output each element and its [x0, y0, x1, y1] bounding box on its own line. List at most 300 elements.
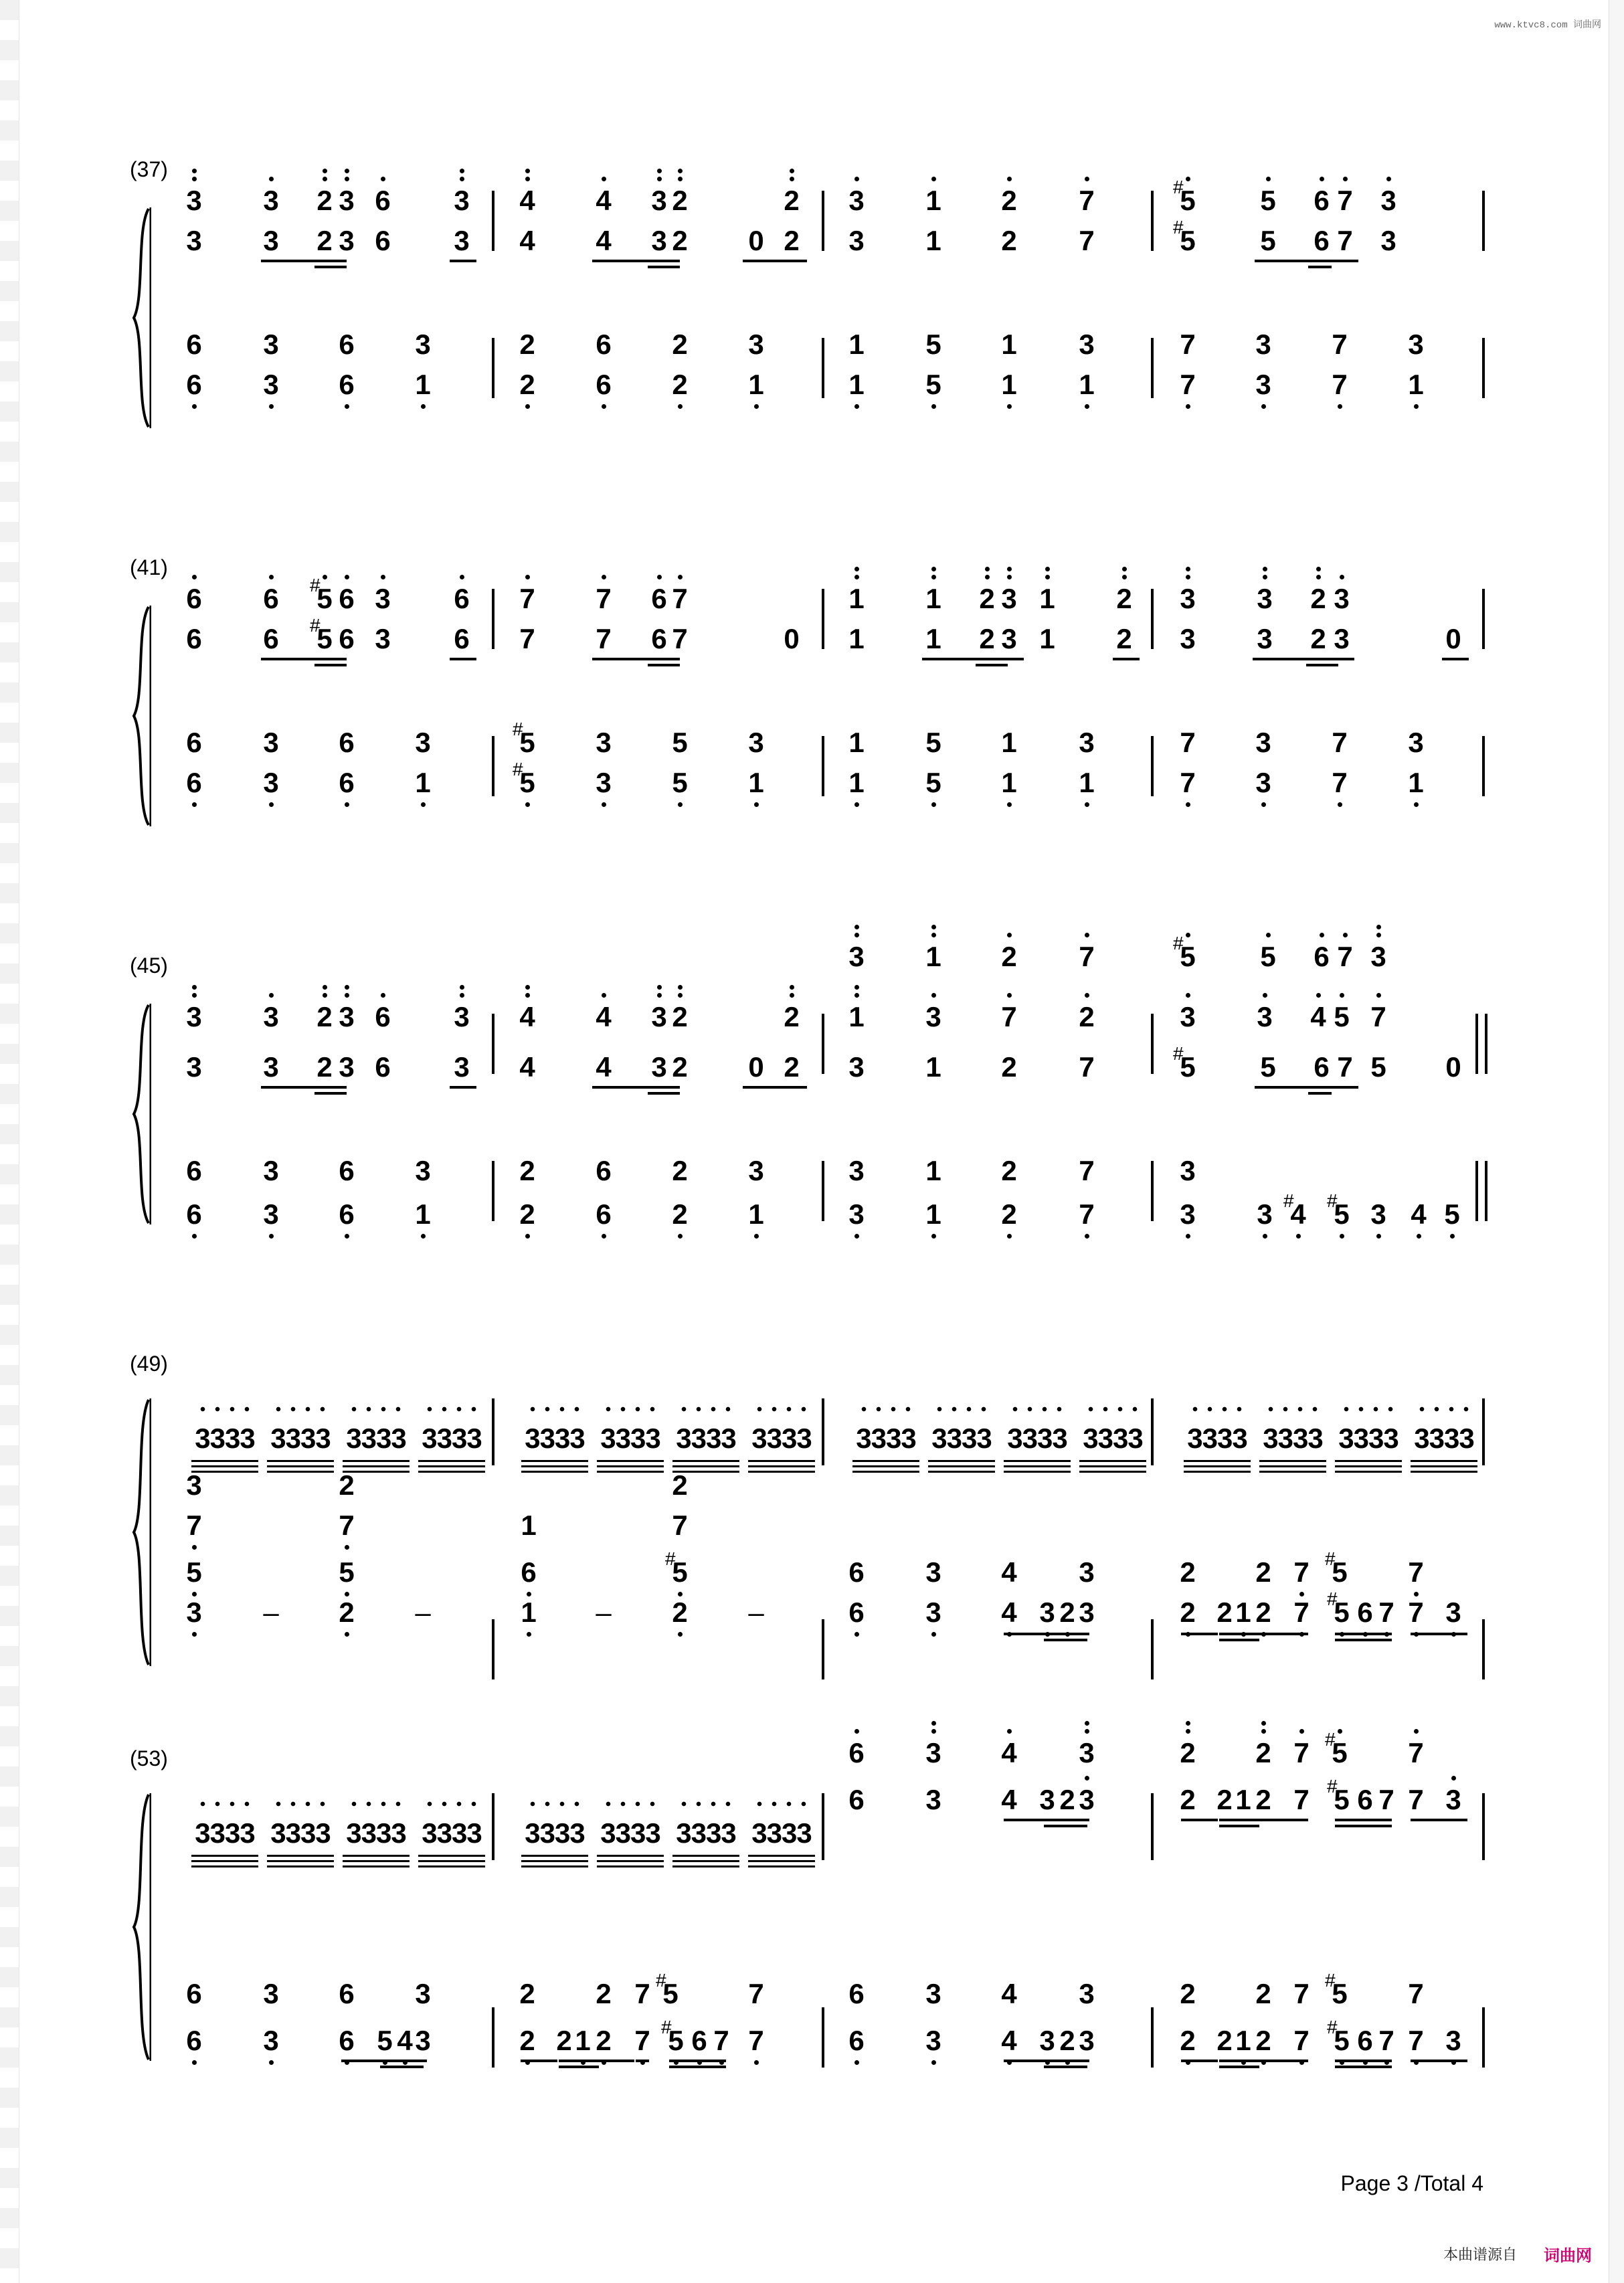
note-digit: 4 — [1001, 1556, 1017, 1588]
note — [1289, 1974, 1314, 2014]
note — [1075, 1047, 1099, 1087]
note-digit: 5 — [1180, 1051, 1196, 1083]
note-digit: 7 — [596, 583, 612, 614]
note-digit: 4 — [519, 185, 535, 216]
note — [844, 619, 869, 659]
sixteenth-digits: 3333 — [195, 1817, 255, 1849]
note-digit: 2 — [1216, 1784, 1233, 1815]
note-digit: 3 — [186, 225, 202, 256]
note — [1404, 1974, 1428, 2014]
note — [1075, 1552, 1099, 1592]
note — [744, 365, 768, 405]
note-digit: 2 — [784, 1051, 800, 1083]
note — [921, 997, 945, 1037]
note-digit: 7 — [1337, 941, 1353, 972]
note — [997, 619, 1021, 659]
note-digit: 2 — [672, 1051, 688, 1083]
beam — [314, 658, 347, 660]
note — [182, 1047, 206, 1087]
note — [997, 1974, 1021, 2014]
note-digit: 3 — [186, 1469, 202, 1501]
note-digit: 6 — [848, 1596, 865, 1628]
note-digit: 4 — [1290, 1198, 1306, 1230]
note-digit: 2 — [1255, 2025, 1271, 2056]
sixteenth-digits: 3333 — [1414, 1423, 1474, 1454]
beam — [598, 2060, 634, 2062]
note — [1366, 937, 1390, 977]
barline — [492, 338, 494, 398]
note-digit: 7 — [1408, 1556, 1424, 1588]
note — [1176, 1592, 1200, 1633]
beam — [1308, 260, 1332, 262]
note-digit: 6 — [596, 1155, 612, 1186]
note — [312, 221, 337, 261]
note — [335, 181, 359, 221]
note-digit: 2 — [317, 185, 333, 216]
note-digit: 3 — [651, 185, 667, 216]
note — [259, 181, 283, 221]
note-digit: 6 — [454, 623, 470, 654]
note-digit: 7 — [1332, 767, 1348, 798]
note — [1075, 2021, 1099, 2061]
beam — [1219, 2060, 1259, 2062]
note-digit: 2 — [1310, 623, 1326, 654]
note-digit: 3 — [1445, 1784, 1461, 1815]
note — [1075, 325, 1099, 365]
barline — [822, 338, 824, 398]
note — [997, 1733, 1021, 1773]
note — [1075, 997, 1099, 1037]
note: 5 # — [1173, 217, 1196, 256]
note — [744, 1151, 768, 1191]
sixteenth-group — [670, 1419, 742, 1459]
beam — [450, 658, 476, 660]
note — [921, 579, 945, 619]
note-digit: 1 — [848, 1001, 865, 1032]
note — [182, 1465, 206, 1505]
note-digit: 3 — [848, 185, 865, 216]
note — [668, 1151, 692, 1191]
note-digit: 5 — [1332, 1978, 1348, 2009]
barline — [1482, 1398, 1485, 1465]
note — [1176, 997, 1200, 1037]
note — [1328, 365, 1352, 405]
note — [1075, 1780, 1099, 1820]
note — [592, 579, 616, 619]
measure-number: (49) — [130, 1352, 168, 1376]
note — [1256, 181, 1280, 221]
note-digit: 3 — [1079, 1556, 1095, 1588]
note — [259, 221, 283, 261]
note — [1404, 1552, 1428, 1592]
note — [335, 1974, 359, 2014]
note-digit: 7 — [1293, 1737, 1310, 1768]
note-digit: 3 — [1079, 1784, 1095, 1815]
note-digit: 1 — [925, 623, 941, 654]
note-digit: 7 — [1293, 2025, 1310, 2056]
note-digit: 5 — [1334, 1198, 1350, 1230]
note-digit: 2 — [1059, 2025, 1075, 2056]
note — [1176, 579, 1200, 619]
note-digit: 2 — [1116, 623, 1132, 654]
note — [517, 1552, 541, 1592]
note — [1251, 1733, 1275, 1773]
note — [259, 579, 283, 619]
note-digit: 6 — [186, 329, 202, 360]
note — [1328, 325, 1352, 365]
note-digit: 7 — [596, 623, 612, 654]
note — [1404, 1780, 1428, 1820]
note — [1333, 937, 1357, 977]
note-digit: 1 — [848, 623, 865, 654]
measure-number: (45) — [130, 953, 168, 978]
note — [371, 181, 395, 221]
sixteenth-digits: 3333 — [1187, 1423, 1247, 1454]
note — [259, 2021, 283, 2061]
note-digit: 1 — [1001, 369, 1017, 400]
barline — [1482, 1619, 1485, 1679]
note — [517, 1592, 541, 1633]
sixteenth-digits: 3333 — [346, 1817, 406, 1849]
measure-number: (53) — [130, 1746, 168, 1770]
note — [921, 1194, 945, 1235]
note-digit: 2 — [519, 329, 535, 360]
sixteenth-digits: 3333 — [600, 1817, 660, 1849]
note-digit: 5 — [1334, 1596, 1350, 1628]
note: 5 # — [1325, 1548, 1348, 1588]
note — [515, 325, 539, 365]
note — [182, 2021, 206, 2061]
note-digit: 1 — [1039, 623, 1055, 654]
barline — [822, 1398, 824, 1465]
sixteenth-digits: 3333 — [856, 1423, 916, 1454]
beam — [1181, 1633, 1218, 1635]
note — [1376, 221, 1401, 261]
note-digit: 7 — [634, 2025, 650, 2056]
note-digit: 3 — [1001, 623, 1017, 654]
note-digit: 4 — [519, 225, 535, 256]
beam — [314, 260, 347, 262]
note — [1310, 937, 1334, 977]
note — [259, 997, 283, 1037]
note-digit: 3 — [1079, 2025, 1095, 2056]
note-digit: 3 — [263, 2025, 279, 2056]
note — [997, 2021, 1021, 2061]
note — [259, 1592, 283, 1633]
note-digit: 3 — [1255, 767, 1271, 798]
note — [450, 181, 474, 221]
note-digit: 3 — [848, 1155, 865, 1186]
note — [371, 221, 395, 261]
note — [744, 763, 768, 803]
note — [780, 181, 804, 221]
note-digit: 3 — [1180, 583, 1196, 614]
note — [997, 763, 1021, 803]
note-digit: 2 — [1180, 1556, 1196, 1588]
note-digit: 2 — [1216, 1596, 1233, 1628]
note — [335, 1465, 359, 1505]
note — [182, 1151, 206, 1191]
note — [515, 221, 539, 261]
note-digit: 3 — [1257, 1001, 1273, 1032]
note-digit: 7 — [519, 623, 535, 654]
sixteenth-group — [670, 1813, 742, 1853]
note — [411, 723, 435, 763]
note — [1075, 937, 1099, 977]
sixteenth-group — [264, 1813, 337, 1853]
note-digit: 5 — [317, 623, 333, 654]
note-digit: 4 — [596, 185, 612, 216]
note-digit: 0 — [1445, 623, 1461, 654]
barline — [1475, 1161, 1478, 1221]
sixteenth-digits: 3333 — [346, 1423, 406, 1454]
note-digit: 6 — [375, 185, 391, 216]
beam — [314, 1086, 347, 1089]
note — [744, 1592, 768, 1633]
note-digit: 5 — [1334, 1001, 1350, 1032]
note-digit: 3 — [415, 2025, 431, 2056]
note — [1333, 1047, 1357, 1087]
note-digit: 6 — [454, 583, 470, 614]
note-digit: 5 — [1260, 941, 1276, 972]
note-digit: 3 — [925, 1978, 941, 2009]
note-digit: 3 — [263, 329, 279, 360]
note-digit: 7 — [1408, 2025, 1424, 2056]
barline — [1151, 736, 1154, 796]
barline — [822, 1793, 824, 1860]
barline — [1482, 191, 1485, 251]
note — [517, 1505, 541, 1546]
note-digit: 1 — [848, 329, 865, 360]
sixteenth-group — [340, 1813, 412, 1853]
sixteenth-group — [519, 1419, 591, 1459]
note-digit: 1 — [925, 225, 941, 256]
note-digit: 5 — [1180, 225, 1196, 256]
note — [411, 2021, 435, 2061]
note — [975, 619, 999, 659]
note-digit: 2 — [672, 1155, 688, 1186]
note-digit: 6 — [848, 1978, 865, 2009]
note — [182, 997, 206, 1037]
note — [1112, 619, 1136, 659]
sixteenth-group — [1257, 1419, 1329, 1459]
note-digit: 1 — [925, 583, 941, 614]
note-digit: 3 — [186, 1051, 202, 1083]
beam — [1335, 1633, 1392, 1635]
note — [1353, 1592, 1377, 1633]
note-digit: 7 — [1079, 1198, 1095, 1230]
sixteenth-group — [416, 1813, 488, 1853]
note — [687, 2021, 711, 2061]
note: 5 # — [1173, 933, 1196, 972]
note-digit: 3 — [454, 185, 470, 216]
note — [1404, 1733, 1428, 1773]
note-digit: 1 — [748, 767, 764, 798]
note — [997, 579, 1021, 619]
note — [371, 619, 395, 659]
note-digit: 2 — [672, 329, 688, 360]
note-digit: 3 — [1180, 1198, 1196, 1230]
beam — [1442, 658, 1469, 660]
note — [844, 763, 869, 803]
note — [1075, 763, 1099, 803]
note — [1404, 2021, 1428, 2061]
note — [1253, 1194, 1277, 1235]
note — [1306, 579, 1330, 619]
note — [844, 1592, 869, 1633]
note — [1112, 579, 1136, 619]
note-digit: 5 — [672, 727, 688, 758]
beam — [1044, 1633, 1087, 1635]
note — [921, 1151, 945, 1191]
note-digit: 3 — [263, 1155, 279, 1186]
note — [371, 1047, 395, 1087]
note — [1289, 1552, 1314, 1592]
note-digit: 3 — [1257, 1198, 1273, 1230]
note-digit: 2 — [672, 1001, 688, 1032]
note-digit: 5 — [925, 369, 941, 400]
note — [182, 619, 206, 659]
sixteenth-group — [745, 1419, 818, 1459]
note-digit: 2 — [1079, 1001, 1095, 1032]
page-number: Page 3 /Total 4 — [1340, 2171, 1483, 2195]
note — [744, 2021, 768, 2061]
note-digit: 3 — [1079, 1596, 1095, 1628]
note-digit: 7 — [1293, 1784, 1310, 1815]
note: 5 # — [1330, 1194, 1354, 1235]
note-digit: 6 — [339, 369, 355, 400]
note — [668, 723, 692, 763]
note-digit: 3 — [1257, 583, 1273, 614]
note — [259, 1974, 283, 2014]
note-digit: 7 — [1332, 329, 1348, 360]
barline — [492, 2007, 494, 2068]
note — [844, 723, 869, 763]
note-digit: 5 — [1334, 2025, 1350, 2056]
note-digit: 6 — [339, 1978, 355, 2009]
system-brace — [131, 1398, 151, 1666]
note — [182, 325, 206, 365]
note — [668, 325, 692, 365]
note — [1289, 1780, 1314, 1820]
note-digit: 3 — [1079, 1978, 1095, 2009]
sixteenth-group — [594, 1419, 666, 1459]
note-digit: 6 — [848, 1784, 865, 1815]
note — [1333, 221, 1357, 261]
note — [182, 1505, 206, 1546]
note-digit: 4 — [596, 1001, 612, 1032]
note-digit: 3 — [1255, 369, 1271, 400]
note — [592, 2021, 616, 2061]
note-digit: 2 — [596, 2025, 612, 2056]
note-digit: 6 — [596, 329, 612, 360]
note — [312, 997, 337, 1037]
note-digit: 7 — [672, 1510, 688, 1541]
note-digit: 6 — [186, 369, 202, 400]
sixteenth-digits: 3333 — [525, 1423, 585, 1454]
note — [335, 221, 359, 261]
note-digit: 3 — [1255, 329, 1271, 360]
sixteenth-digits: 3333 — [1007, 1423, 1067, 1454]
note — [1176, 619, 1200, 659]
note-digit: 5 — [1260, 1051, 1276, 1083]
note — [592, 1151, 616, 1191]
note — [371, 579, 395, 619]
note-digit: 2 — [1001, 1155, 1017, 1186]
note-digit: 2 — [672, 1596, 688, 1628]
note-digit: 6 — [339, 727, 355, 758]
note — [668, 181, 692, 221]
note-digit: 2 — [519, 1155, 535, 1186]
note-digit: 7 — [634, 1978, 650, 2009]
note — [975, 579, 999, 619]
note-digit: 3 — [263, 185, 279, 216]
note — [921, 1974, 945, 2014]
note — [668, 619, 692, 659]
note-digit: 2 — [317, 225, 333, 256]
note — [1306, 997, 1330, 1037]
note-digit: 3 — [375, 623, 391, 654]
note-digit: 3 — [848, 1051, 865, 1083]
note — [844, 2021, 869, 2061]
note — [259, 1194, 283, 1235]
note: 5 # — [1173, 177, 1196, 216]
sixteenth-digits: 3333 — [422, 1423, 482, 1454]
note — [844, 1552, 869, 1592]
note — [921, 723, 945, 763]
note — [411, 325, 435, 365]
note-digit: 5 — [925, 727, 941, 758]
note — [1404, 325, 1428, 365]
note-digit: 1 — [1235, 2025, 1251, 2056]
beam — [1181, 1819, 1218, 1821]
beam — [521, 2060, 557, 2062]
beam — [380, 2060, 424, 2062]
note-digit: 2 — [1180, 1978, 1196, 2009]
note — [411, 365, 435, 405]
note — [335, 1194, 359, 1235]
note-digit: 6 — [186, 583, 202, 614]
note — [515, 1974, 539, 2014]
note-digit: 6 — [339, 583, 355, 614]
note — [997, 1151, 1021, 1191]
note-digit: 2 — [1180, 1596, 1196, 1628]
note-digit: 1 — [1408, 369, 1424, 400]
barline — [1485, 1161, 1487, 1221]
note-digit: 3 — [596, 727, 612, 758]
note-digit: 1 — [1039, 583, 1055, 614]
note-digit: 3 — [1180, 1155, 1196, 1186]
note-digit: 3 — [651, 1051, 667, 1083]
barline — [1482, 338, 1485, 398]
note-digit: 7 — [1408, 1737, 1424, 1768]
note-digit: 3 — [454, 1051, 470, 1083]
sixteenth-digits: 3333 — [422, 1817, 482, 1849]
note-digit: 7 — [1079, 225, 1095, 256]
note — [592, 221, 616, 261]
note — [997, 723, 1021, 763]
note-digit: 7 — [1180, 329, 1196, 360]
note-digit: 1 — [1001, 727, 1017, 758]
note-digit: 3 — [186, 1596, 202, 1628]
barline — [822, 1014, 824, 1074]
note — [1374, 1592, 1399, 1633]
note-digit: 7 — [1293, 1978, 1310, 2009]
note — [1253, 619, 1277, 659]
beam — [559, 2060, 599, 2062]
note — [182, 365, 206, 405]
note-digit: 3 — [339, 225, 355, 256]
